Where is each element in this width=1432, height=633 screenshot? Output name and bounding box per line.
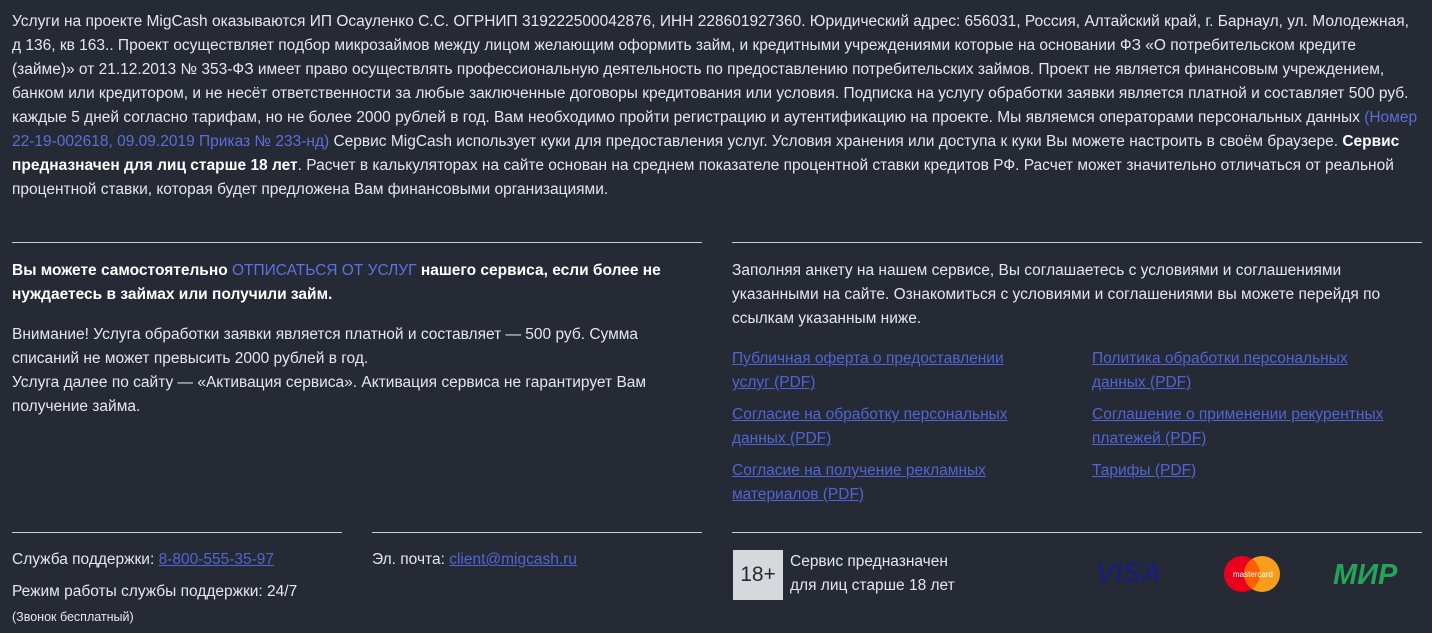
agreement-section <box>732 259 1422 331</box>
doc-link-public-offer[interactable]: Публичная оферта о предоставлении услуг (PDF) <box>732 350 1004 391</box>
email-info <box>372 548 702 572</box>
doc-link-tariffs[interactable]: Тарифы (PDF) <box>1092 462 1197 479</box>
age-line1: Сервис предназначен <box>790 553 948 570</box>
legal-text-part1: Услуги на проекте MigCash оказываются ИП Осауленко С.С. ОГРНИП 319222500042876, ИНН 228601927360. Юридический адрес: 656031, Россия, Алтайский край, г. Барнаул, ул. Молодежная, д 136, кв 163.. Проект осуществляет подбор микрозаймов между лицом желающим оформить займ, и кредитными учреждениями которые на основании ФЗ «О потребительском кредите (займе)» от 21.12.2013 № 353-ФЗ имеет право осуществлять профессиональную деятельность по предоставлению потребительских займов. Проект не является финансовым учреждением, банком или кредитором, и не несёт ответственности за любые заключенные договоры кредитования или условия. Подписка на услугу обработки заявки является платной и составляет 500 руб. каждые 5 дней согласно тарифам, но не более 2000 рублей в год. Вам необходимо пройти регистрацию и аутентификацию на проекте. Мы являемся операторами персональных данных <box>12 13 1409 126</box>
support-hours: Режим работы службы поддержки: 24/7 <box>12 583 298 600</box>
mir-logo-icon <box>1333 557 1425 591</box>
mastercard-logo-icon <box>1222 554 1284 594</box>
age-18-badge: 18+ <box>733 550 783 600</box>
divider-left <box>12 242 702 243</box>
doc-link-recurring-payments[interactable]: Соглашение о применении рекурентных платежей (PDF) <box>1092 406 1384 447</box>
support-free-call: (Звонок бесплатный) <box>12 610 134 624</box>
notice-paragraph <box>12 323 702 419</box>
operator-registry-link[interactable]: (Номер 22-19-002618, 09.09.2019 Приказ № 233-нд) <box>12 109 1418 150</box>
unsubscribe-link[interactable]: ОТПИСАТЬСЯ ОТ УСЛУГ <box>231 262 417 279</box>
support-phone-line <box>12 548 352 572</box>
mastercard-wordmark: mastercard <box>1232 570 1274 579</box>
document-links <box>732 347 1422 507</box>
mir-wordmark: МИР <box>1333 559 1398 591</box>
support-info <box>12 548 352 626</box>
legal-disclaimer <box>12 10 1422 202</box>
age-line2: для лиц старше 18 лет <box>790 577 955 594</box>
agreement-text: Заполняя анкету на нашем сервисе, Вы соглашаетесь с условиями и соглашениями указанными на сайте. Ознакомиться с условиями и соглашениями вы можете перейдя по ссылкам указанным ниже. <box>732 262 1381 327</box>
doc-link-data-consent[interactable]: Согласие на обработку персональных данных (PDF) <box>732 406 1008 447</box>
legal-text-part2: Сервис MigCash использует куки для предоставления услуг. Условия хранения или доступа к куки Вы можете настроить в своём браузере. <box>329 133 1343 150</box>
divider-right <box>732 242 1422 243</box>
age-restriction-text <box>790 550 1050 598</box>
legal-text-part3: . Расчет в калькуляторах на сайте основан на среднем показателе процентной ставки кредитов РФ. Расчет может значительно отличаться от реальной процентной ставки, которая будет предложена Вам финансовыми организациями. <box>12 157 1394 198</box>
divider-email <box>372 532 702 533</box>
unsubscribe-suffix: нашего сервиса, если более не нуждаетесь в займах или получили займ. <box>12 262 661 303</box>
divider-support <box>12 532 342 533</box>
unsubscribe-paragraph <box>12 259 702 307</box>
support-phone-link[interactable]: 8-800-555-35-97 <box>158 551 275 568</box>
unsubscribe-section <box>12 259 702 419</box>
email-link[interactable]: client@migcash.ru <box>449 551 577 568</box>
notice-line2: Услуга далее по сайту — «Активация сервиса». Активация сервиса не гарантирует Вам получение займа. <box>12 374 647 415</box>
doc-link-privacy-policy[interactable]: Политика обработки персональных данных (PDF) <box>1092 350 1348 391</box>
visa-logo-icon <box>1094 557 1174 587</box>
notice-line1: Внимание! Услуга обработки заявки является платной и составляет — 500 руб. Сумма списаний не может превысить 2000 рублей в год. <box>12 326 639 367</box>
age-restriction-bold: Сервис предназначен для лиц старше 18 лет <box>12 133 1400 174</box>
unsubscribe-prefix: Вы можете самостоятельно <box>12 262 232 279</box>
divider-bottom-right <box>732 532 1422 533</box>
support-phone-label: Служба поддержки: <box>12 551 159 568</box>
doc-link-ads-consent[interactable]: Согласие на получение рекламных материалов (PDF) <box>732 462 986 503</box>
email-label: Эл. почта: <box>372 551 450 568</box>
visa-wordmark: VISA <box>1096 557 1162 587</box>
